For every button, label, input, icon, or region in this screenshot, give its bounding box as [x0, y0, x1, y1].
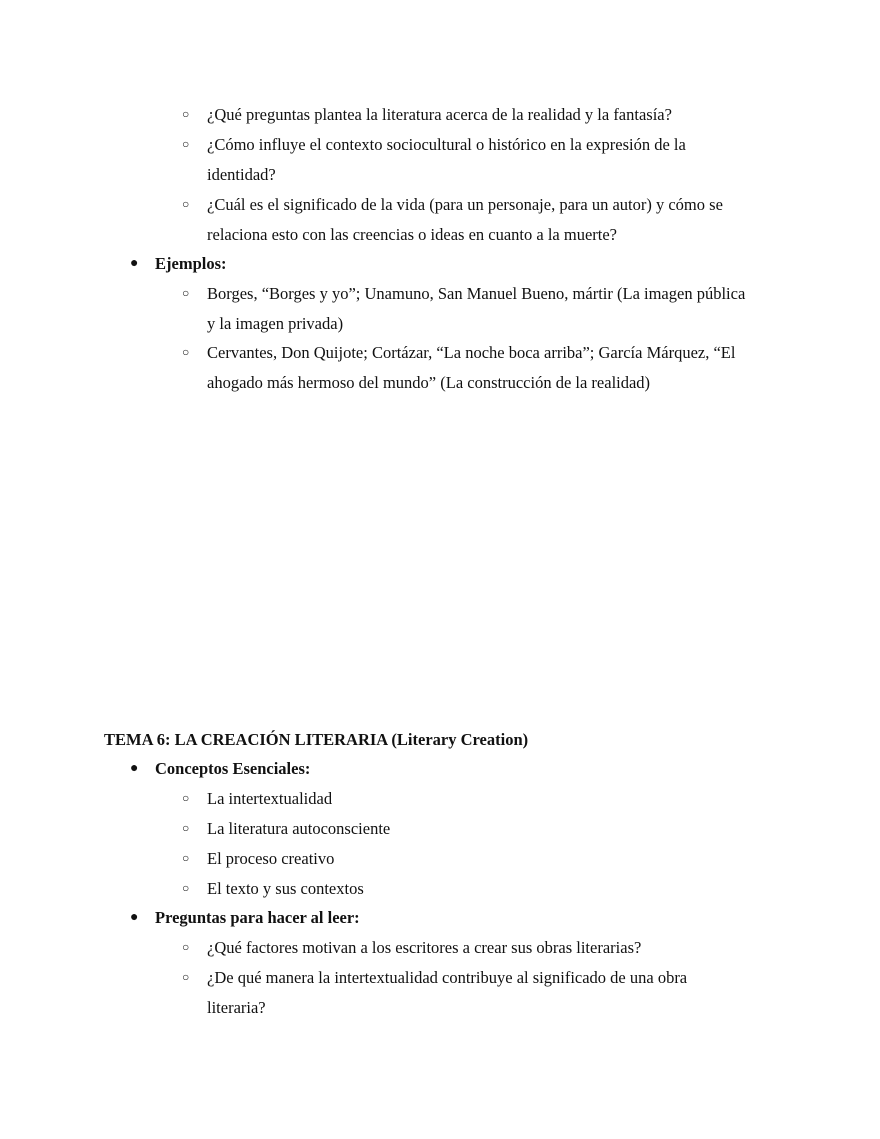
question-item [182, 130, 686, 190]
hollow-bullet-icon: ○ [182, 137, 190, 151]
question-text: ¿De qué manera la intertextualidad contribuye al significado de una obra [207, 968, 688, 987]
hollow-bullet-icon: ○ [182, 851, 190, 865]
hollow-bullet-icon: ○ [182, 197, 190, 211]
filled-bullet-icon: ● [130, 910, 139, 925]
hollow-bullet-icon: ○ [182, 107, 190, 121]
section-heading: TEMA 6: LA CREACIÓN LITERARIA (Literary Creation) [104, 730, 529, 749]
filled-bullet-icon: ● [130, 761, 139, 776]
question-item [182, 963, 688, 1023]
question-item [182, 190, 723, 250]
questions-label [130, 903, 360, 933]
examples-label [130, 249, 227, 279]
questions-label-text: Preguntas para hacer al leer: [155, 908, 360, 927]
example-item [182, 279, 746, 339]
example-text: y la imagen privada) [207, 313, 344, 333]
hollow-bullet-icon: ○ [182, 940, 190, 954]
filled-bullet-icon: ● [130, 256, 139, 271]
question-text: ¿Cómo influye el contexto sociocultural o histórico en la expresión de la [207, 135, 686, 154]
example-text: ahogado más hermoso del mundo” (La construcción de la realidad) [207, 372, 651, 392]
concept-text: El texto y sus contextos [207, 879, 364, 898]
question-item [182, 100, 672, 130]
question-item [182, 933, 642, 963]
hollow-bullet-icon: ○ [182, 286, 190, 300]
example-item [182, 338, 736, 398]
concept-text: El proceso creativo [207, 849, 335, 868]
concept-text: La literatura autoconsciente [207, 819, 391, 838]
example-text: Borges, “Borges y yo”; Unamuno, San Manuel Bueno, mártir (La imagen pública [207, 284, 746, 303]
question-text: identidad? [207, 164, 276, 184]
concept-item [182, 784, 333, 814]
question-text: relaciona esto con las creencias o ideas en cuanto a la muerte? [207, 224, 618, 244]
hollow-bullet-icon: ○ [182, 970, 190, 984]
concept-item [182, 814, 391, 844]
hollow-bullet-icon: ○ [182, 821, 190, 835]
hollow-bullet-icon: ○ [182, 791, 190, 805]
question-text: ¿Qué preguntas plantea la literatura acerca de la realidad y la fantasía? [207, 105, 672, 124]
concept-text: La intertextualidad [207, 789, 333, 808]
concepts-label-text: Conceptos Esenciales: [155, 759, 311, 778]
concept-item [182, 844, 335, 874]
example-text: Cervantes, Don Quijote; Cortázar, “La noche boca arriba”; García Márquez, “El [207, 343, 736, 362]
question-text: literaria? [207, 997, 266, 1017]
question-text: ¿Cuál es el significado de la vida (para un personaje, para un autor) y cómo se [207, 195, 723, 214]
concepts-label [130, 754, 311, 784]
examples-label-text: Ejemplos: [155, 254, 227, 273]
question-text: ¿Qué factores motivan a los escritores a crear sus obras literarias? [207, 938, 642, 957]
hollow-bullet-icon: ○ [182, 345, 190, 359]
hollow-bullet-icon: ○ [182, 881, 190, 895]
concept-item [182, 874, 364, 904]
